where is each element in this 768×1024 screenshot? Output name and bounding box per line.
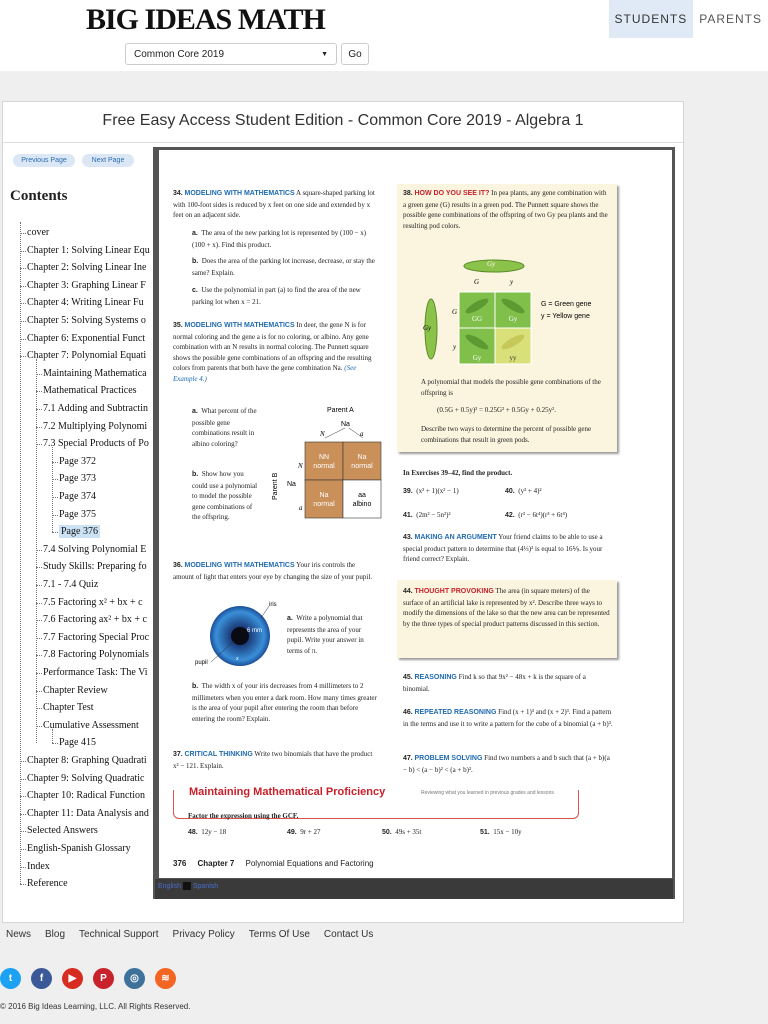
gene-label: N [298,462,303,470]
toc-item-label: Page 374 [59,491,96,502]
toc-item-label: Chapter 3: Graphing Linear F [27,279,146,291]
exercise-34a: a. The area of the new parking lot is represented by (100 − x)(100 + x). Find this product. [192,229,367,249]
toc-item-label: Chapter 8: Graphing Quadrati [27,755,147,766]
mmp-instruction: Factor the expression using the GCF. [188,812,299,820]
exercise-text: (2m² − 5n²)² [416,511,451,519]
exercise-36b: b. The width x of your iris decreases from 4 millimeters to 2 millimeters when you enter a dark room. How many times greater is the area of your pupil after entering the room than before entering the room? Explain. [192,682,377,723]
mmp-tagline: Reviewing what you learned in previous grades and lessons [421,790,554,796]
pinterest-icon[interactable]: P [93,968,114,989]
exercise-number: 44. [403,588,413,595]
cell-text: yy [509,354,517,362]
toc-item[interactable] [59,470,96,487]
toc-item-label: Chapter 11: Data Analysis and [27,807,149,819]
footer-link[interactable]: Contact Us [323,929,374,940]
toc-item-label: Cumulative Assessment [43,719,139,731]
exercise-number: 38. [403,190,413,197]
next-page-button[interactable]: Next Page [82,154,134,167]
english-link[interactable]: English [158,882,181,890]
toc-item[interactable] [43,418,147,435]
facebook-icon[interactable]: f [31,968,52,989]
footer-link[interactable]: Terms Of Use [248,929,310,940]
exercise-heading: CRITICAL THINKING [184,751,253,758]
gene-label: a [299,504,303,512]
toc-item[interactable] [43,629,149,646]
page-footer [173,859,374,868]
page-number: 376 [173,859,187,868]
exercise-text: 49s + 35t [395,828,422,836]
nav-parents[interactable]: PARENTS [699,12,762,26]
toc-item-label: cover [27,227,50,238]
footer-chapter: Chapter 7 [197,859,235,868]
part-text: The width x of your iris decreases from 4 millimeters to 2 millimeters when you enter a dark room. How many times greater is the area of your pupil after entering the room than before entering the room? Explain. [192,682,377,723]
exercise-35 [173,320,377,384]
exercise-42 [505,510,615,522]
toc-item-label: Reference [27,878,68,890]
top-bar [0,0,768,42]
toc-item[interactable] [27,277,146,294]
exercise-43 [403,532,613,565]
toc-item-label: Chapter 4: Writing Linear Fu [27,297,144,309]
exercise-39 [403,486,503,498]
exercise-45 [403,672,613,694]
toc-item[interactable] [27,858,50,875]
footer-link[interactable]: Technical Support [79,929,159,940]
toc-item-label: 7.1 - 7.4 Quiz [43,579,99,590]
toc-item-label: Chapter 9: Solving Quadratic [27,772,145,784]
toc-item-label: 7.8 Factoring Polynomials [43,649,149,661]
exercise-text: In pea plants, any gene combination with a green gene (G) results in a green pod. The Punnett square shows the possible gene combinations of the offspring of two Gy pea plants and the resulting pod colors. [403,189,608,230]
toc-item[interactable] [43,541,146,558]
toc-item-label: 7.6 Factoring ax² + bx + c [43,614,147,626]
toc-item[interactable] [59,734,96,751]
exercise-48 [188,827,226,839]
gene-label: a [360,430,364,438]
toc-item-label: Chapter Test [43,702,94,714]
exercise-heading: PROBLEM SOLVING [414,755,483,762]
divider [3,142,683,143]
spanish-link[interactable]: Spanish [192,882,219,890]
gene-label: G [452,308,458,316]
youtube-icon[interactable]: ▶ [62,968,83,989]
gene-label: y [510,278,514,286]
toc-item[interactable] [27,822,98,839]
cell-text: Gy [472,354,482,362]
toc-item-label: Study Skills: Preparing fo [43,561,147,573]
exercise-number: 43. [403,534,413,541]
exercise-number: 35. [173,322,183,329]
exercise-heading: THOUGHT PROVOKING [414,588,494,595]
exercise-text: A polynomial that models the possible gene combinations of the offspring is [421,378,601,397]
toc-item[interactable] [43,699,94,716]
toc-item-label: Chapter 2: Solving Linear Ine [27,262,147,274]
cell-text: GG [471,315,483,323]
exercise-text: Describe two ways to determine the percent of possible gene combinations that result in green pods. [421,425,592,444]
toc-item[interactable] [43,576,98,593]
exercise-heading: MODELING WITH MATHEMATICS [184,562,295,569]
cell-text: NN [318,454,330,461]
exercise-37 [173,749,377,771]
exercise-number: 37. [173,751,183,758]
toc-item[interactable] [43,664,148,681]
exercise-number: 40. [505,488,515,495]
exercise-text: Find (x + 1)³ and (x + 2)³. Find a pattern in the terms and use it to write a pattern for the cube of a binomial (a + b)³. [403,708,613,728]
toc-item[interactable] [27,347,146,364]
exercise-heading: MAKING AN ARGUMENT [414,534,497,541]
toc-item-label: Chapter 7: Polynomial Equati [27,350,147,362]
deer-punnett-square [263,404,393,534]
toc-item[interactable] [27,242,150,259]
exercise-text: 12y − 18 [201,828,227,836]
exercise-number: 49. [287,829,297,836]
exercise-47 [403,753,613,775]
exercise-number: 50. [382,829,392,836]
exercise-text: The area (in square meters) of the surface of an artificial lake is represented by x². Describe three ways to modify the dimensions of the lake so that the new area can be represented by the three types of special product patterns discussed in this section. [403,587,610,628]
toc-item[interactable] [27,787,145,804]
exercise-46 [403,707,613,729]
previous-page-button[interactable]: Previous Page [13,154,75,167]
part-text: Write a polynomial that represents the area of your pupil. Write your answer in terms of π. [287,614,364,655]
cell-text: aa [358,492,366,499]
diameter-label: 6 mm [247,628,262,634]
toc-item[interactable] [43,365,147,382]
exercise-38 [403,188,608,231]
toc-item[interactable] [27,294,144,311]
exercise-text: In deer, the gene N is for normal coloring and the gene a is for no coloring, or albino. Any gene combination with an N results in normal coloring. The Punnett square shows the possible gene combinations of an offspring and the resulting colors from parents that both have the gene combination Na. [173,321,372,372]
parent-a-label: Parent A [327,407,354,414]
edition-row [0,41,768,71]
site-logo[interactable]: BIG IDEAS MATH [86,3,325,36]
textbook-page [159,150,672,878]
gene-label: Gy [487,260,496,268]
toc-item[interactable] [43,682,108,699]
gene-label: Na [341,421,350,428]
footer-link[interactable]: Privacy Policy [172,929,235,940]
mmp-title: Maintaining Mathematical Proficiency [189,786,386,798]
exercise-40 [505,486,615,498]
exercise-38-describe [421,424,611,445]
toc-item[interactable] [27,259,146,276]
exercise-number: 36. [173,562,183,569]
toc-item[interactable] [27,875,68,892]
toc-item-label: Chapter 1: Solving Linear Equ [27,244,150,256]
toc-item-label: Page 415 [59,737,96,749]
cell-text: Na [357,454,367,461]
top-nav [609,0,768,38]
toc-item-label: 7.2 Multiplying Polynomi [43,420,148,432]
iris-label: iris [269,602,277,608]
table-of-contents [3,222,153,902]
toc-item-label: Performance Task: The Vi [43,667,148,678]
gene-label: G [474,278,480,286]
exercise-50 [382,827,421,839]
exercise-text: (r³ − 6t⁴)(r³ + 6t⁴) [518,511,568,519]
cell-text: Gy [508,315,518,323]
toc-item[interactable] [43,717,139,734]
toc-item[interactable] [59,488,96,505]
parent-b-label: Parent B [272,472,279,500]
toc-item-label: Page 372 [59,455,96,467]
exercise-group-intro: In Exercises 39–42, find the product. [403,469,513,477]
toc-item-label: Page 375 [59,508,96,520]
toc-item-label: Maintaining Mathematica [43,367,147,379]
toc-item[interactable] [27,840,131,857]
toc-item-label: 7.7 Factoring Special Proc [43,631,150,643]
exercise-text: (y³ + 4)² [518,487,542,495]
exercise-51 [480,827,522,839]
rss-icon[interactable]: ≋ [155,968,176,989]
exercise-38-equation [437,405,617,416]
gene-label: Na [287,481,296,488]
copyright: © 2016 Big Ideas Learning, LLC. All Rights Reserved. [0,1002,191,1011]
equation-text: (0.5G + 0.5y)² = 0.25G² + 0.5Gy + 0.25y². [437,406,556,414]
exercise-heading: MODELING WITH MATHEMATICS [184,190,295,197]
footer-links [6,929,387,940]
pupil-label: pupil [195,660,208,666]
exercise-number: 39. [403,488,413,495]
cell-text: albino [352,501,372,508]
toc-item-label: 7.3 Special Products of Po [43,438,149,450]
chevron-down-icon: ▼ [321,51,328,58]
toc-item[interactable] [27,330,145,347]
exercise-heading: REASONING [414,674,457,681]
exercise-text: 15x − 10y [493,828,522,836]
cell-text: normal [313,463,335,470]
exercise-text: 9r + 27 [300,828,321,836]
part-text: The area of the new parking lot is represented by (100 − x)(100 + x). Find this product. [192,229,367,249]
toc-item-label: Chapter Review [43,684,108,696]
edition-select-value: Common Core 2019 [134,49,225,60]
toc-item[interactable] [43,435,149,452]
exercise-44 [403,586,611,629]
gene-label: N [320,430,325,438]
toc-item[interactable] [43,382,137,399]
exercise-number: 45. [403,674,413,681]
cell-text: Na [319,492,329,499]
eye-iris-diagram [189,594,289,674]
legend-text: y = Yellow gene [541,313,590,320]
exercise-number: 42. [505,512,515,519]
exercise-36a: a. Write a polynomial that represents the area of your pupil. Write your answer in terms of π. [287,614,364,655]
footer-chapter-title: Polynomial Equations and Factoring [245,859,374,868]
cell-text: normal [313,501,335,508]
exercise-text: Write two binomials that have the product x² − 121. Explain. [173,750,373,770]
exercise-34b: b. Does the area of the parking lot increase, decrease, or stay the same? Explain. [192,257,375,277]
gene-label: y [453,343,457,351]
toc-item-label: 7.4 Solving Polynomial E [43,543,147,555]
contents-heading: Contents [10,188,68,204]
exercise-35a: a. What percent of the possible gene combinations result in albino coloring? [192,407,257,448]
page-toolbar [155,879,673,899]
toc-item-label: 7.5 Factoring x² + bx + c [43,596,143,608]
language-switch [158,882,218,890]
toc-item[interactable] [27,805,149,822]
toc-item-label: Chapter 10: Radical Function [27,790,146,802]
toc-item-label: Selected Answers [27,825,98,837]
exercise-text: Your friend claims to be able to use a special product pattern to determine that (4⅓)² is equal to 16⅑. Is your friend correct? Explain. [403,533,603,563]
twitter-icon[interactable]: t [0,968,21,989]
toc-item[interactable] [43,646,149,663]
exercise-text: (x² + 1)(x² − 1) [416,487,459,495]
part-text: Does the area of the parking lot increase, decrease, or stay the same? Explain. [192,257,375,277]
nav-students[interactable]: STUDENTS [609,0,694,38]
toc-item[interactable] [59,453,96,470]
toc-item[interactable] [27,770,144,787]
toc-item-label: Mathematical Practices [43,385,137,397]
toc-item[interactable] [27,752,147,769]
edition-select[interactable] [125,43,337,65]
exercise-41 [403,510,503,522]
exercise-34c: c. Use the polynomial in part (a) to find the area of the new parking lot when x = 21. [192,286,361,306]
exercise-number: 47. [403,755,413,762]
exercise-text: Find two numbers a and b such that (a + b)(a − b) < (a − b)² < (a + b)². [403,754,610,774]
toc-item[interactable] [59,523,100,540]
exercise-34 [173,188,377,221]
part-text: Show how you could use a polynomial to model the possible gene combinations of the offspring. [192,470,258,521]
footer-link[interactable]: Blog [45,929,66,940]
toc-item[interactable] [43,400,148,417]
toc-item-label: Chapter 5: Solving Systems o [27,315,146,326]
exercise-number: 34. [173,190,183,197]
gene-label: Gy [423,324,432,332]
go-button[interactable]: Go [341,43,369,65]
width-label: x [236,656,239,662]
toc-item[interactable] [43,611,147,628]
exercise-heading: REPEATED REASONING [414,709,497,716]
audio-icon[interactable] [183,882,191,890]
toc-item[interactable] [59,506,96,523]
exercise-text: Find k so that 9x² − 48x + k is the square of a binomial. [403,673,586,693]
exercise-heading: HOW DO YOU SEE IT? [414,190,490,197]
toc-item-label: Page 373 [59,473,96,485]
exercise-number: 48. [188,829,198,836]
exercise-heading: MODELING WITH MATHEMATICS [184,322,295,329]
exercise-35b: b. Show how you could use a polynomial to model the possible gene combinations of the offspring. [192,470,258,521]
see-example-link[interactable]: (See Example 4.) [173,364,357,383]
exercise-number: 51. [480,829,490,836]
legend-text: G = Green gene [541,301,592,308]
toc-item[interactable] [27,224,49,241]
exercise-36 [173,560,377,582]
exercise-49 [287,827,321,839]
part-text: Use the polynomial in part (a) to find the area of the new parking lot when x = 21. [192,286,361,306]
pea-punnett-square [419,254,619,370]
instagram-icon[interactable]: ◎ [124,968,145,989]
toc-item-label: Index [27,860,50,872]
exercise-38-polynomial [421,377,611,398]
toc-item[interactable] [27,312,146,329]
page-title: Free Easy Access Student Edition - Common Core 2019 - Algebra 1 [102,112,584,129]
toc-item-label: Page 376 [61,526,98,538]
toc-item-label: English-Spanish Glossary [27,843,131,854]
exercise-number: 46. [403,709,413,716]
footer-link[interactable]: News [6,929,32,940]
exercise-number: 41. [403,512,413,519]
part-text: What percent of the possible gene combinations result in albino coloring? [192,407,257,448]
toc-item[interactable] [43,558,147,575]
exercise-text: A square-shaped parking lot with 100-foot sides is reduced by x feet on one side and extended by x feet on an adjacent side. [173,189,375,219]
cell-text: normal [351,463,373,470]
toc-item-label: Chapter 6: Exponential Funct [27,332,146,344]
toc-item-label: 7.1 Adding and Subtractin [43,403,148,414]
exercise-text: Your iris controls the amount of light that enters your eye by changing the size of your pupil. [173,561,373,581]
toc-item[interactable] [43,594,143,611]
